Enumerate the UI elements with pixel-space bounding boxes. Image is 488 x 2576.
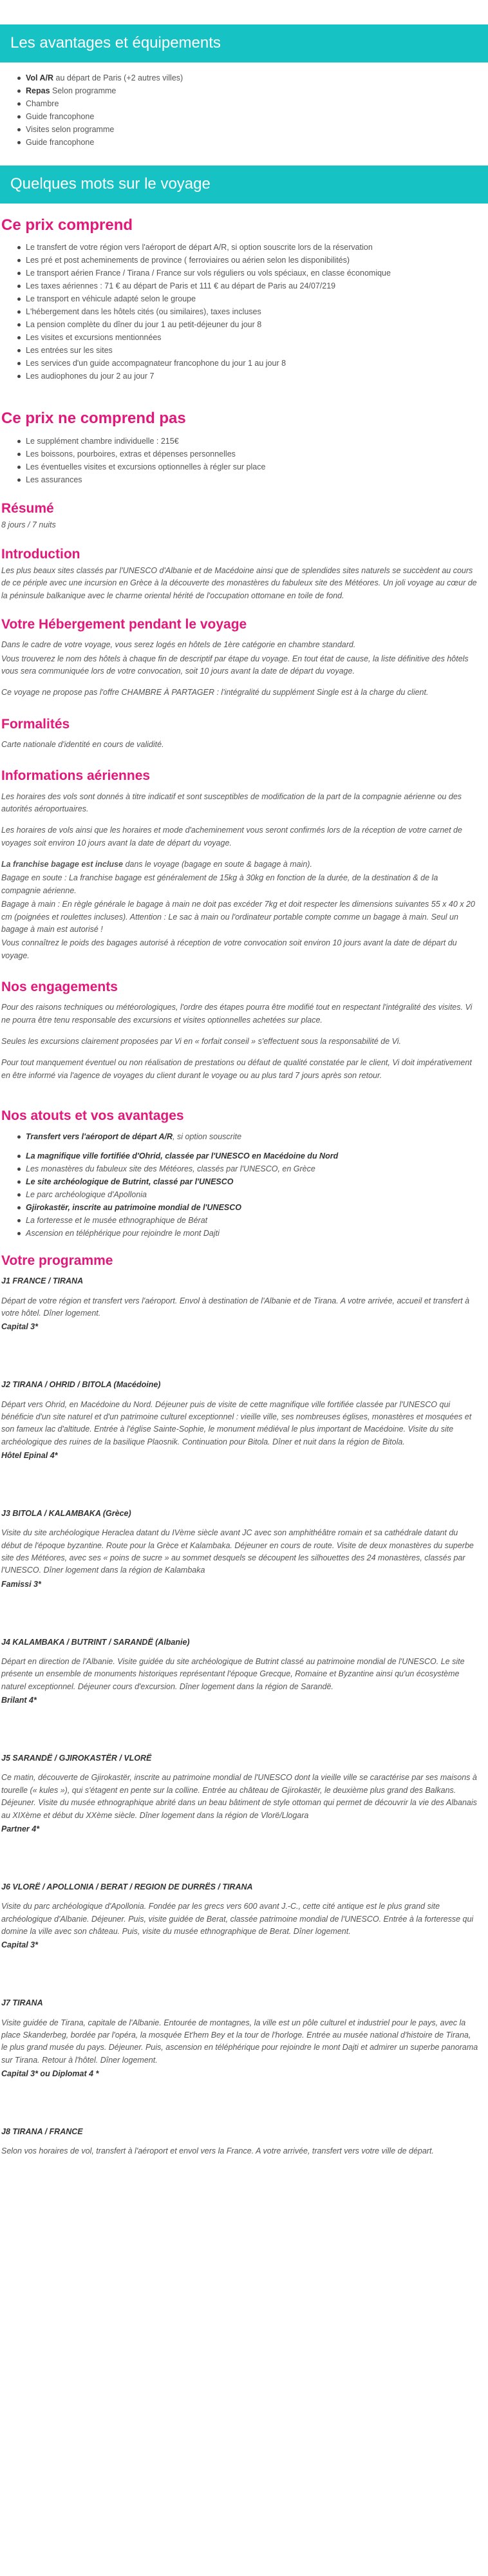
list-item: Les visites et excursions mentionnées — [26, 331, 479, 344]
commitments-text: Seules les excursions clairement proposées par Vi en « forfait conseil » s'effectuent sous la responsabilité de Vi. — [1, 1036, 402, 1046]
list-item: La forteresse et le musée ethnographique de Bérat — [26, 1214, 479, 1227]
strengths-list — [1, 1150, 479, 1240]
list-item: Guide francophone — [26, 110, 479, 123]
day-text: Départ vers Ohrid, en Macédoine du Nord. Déjeuner puis de visite de cette magnifique ville fortifiée classée par l'UNESCO qui bénéficie d'un site naturel et d'un patrimoine culturel exceptionnel : vieille ville, ses nombreuses églises, monastères et mosquées et son fameux lac d'altitude. Entrée à l'église Sainte-Sophie, le monument médiéval le plus important de Macédoine. Visite du site archéologique des ruines de la basilique Plaosnik. Continuation pour Bitola. Dîner et nuit dans la région de Bitola. — [1, 1399, 472, 1446]
day-text: Visite du site archéologique Heraclea datant du IVème siècle avant JC avec son amphithéâtre romain et sa cathédrale datant du début de l'époque byzantine. Route pour la Grèce et Kalambaka. Déjeuner en cours de route. Visite de deux monastères du superbe site des Météores, avec ses « poins de sucre » au sommet desquels se découpent les silhouettes des 24 monastères, classés par l'UNESCO. Dîner logement dans la région de Kalambaka — [1, 1528, 474, 1575]
day-title: J7 TIRANA — [1, 1998, 43, 2008]
day-hotel: Capital 3* — [1, 1322, 38, 1332]
commitments-text: Pour tout manquement éventuel ou non réalisation de prestations ou défaut de qualité constatée par le client, Vi doit impérativement en être informé via l'agence de voyages du client durant le voyage ou au plus tard 7 jours après son retour. — [1, 1058, 472, 1080]
day-title: J1 FRANCE / TIRANA — [1, 1276, 84, 1286]
list-item: Les entrées sur les sites — [26, 344, 479, 357]
day-title: J5 SARANDË / GJIROKASTËR / VLORË — [1, 1754, 152, 1763]
day-block — [1, 1275, 479, 1332]
list-item: Le site archéologique de Butrint, classé par l'UNESCO — [26, 1175, 479, 1188]
heading-summary: Résumé — [1, 501, 54, 516]
day-title: J8 TIRANA / FRANCE — [1, 2127, 83, 2137]
day-block — [1, 1636, 479, 1706]
day-title: J6 VLORË / APOLLONIA / BERAT / REGION DE DURRËS / TIRANA — [1, 1882, 253, 1892]
flight-info-text: Bagage à main : En règle générale le bagage à main ne doit pas excéder 7kg et doit respecter les dimensions suivantes 55 x 40 x 20 cm (poignées et roulettes incluses). Attention : Le sac à main ou l'ordinateur portable compte comme un bagage à main. Seul un bagage à main est autorisé ! — [1, 900, 475, 934]
introduction-text: Les plus beaux sites classés par l'UNESCO d'Albanie et de Macédoine ainsi que de splendides sites naturels se succèdent au cours de ce périple avec une incursion en Grèce à la découverte des monastères du fabuleux site des Météores. Un joli voyage au cœur de la péninsule balkanique avec le charme oriental hérité de l'occupation ottomane en toile de fond. — [1, 565, 477, 600]
list-item: Les taxes aériennes : 71 € au départ de Paris et 111 € au départ de Paris au 24/07/219 — [26, 279, 479, 292]
flight-info-text: Les horaires de vols ainsi que les horaires et mode d'acheminement vous seront confirmés lors de la réception de votre carnet de voyages soit environ 10 jours avant la date de départ du voyage. — [1, 826, 462, 848]
day-text: Ce matin, découverte de Gjirokastër, inscrite au patrimoine mondial de l'UNESCO dont la vieille ville se caractérise par ses maisons à tourelle (« kules »), qui s'étagent en pente sur la colline. Entrée au château de Gjirokastër, le deuxième plus grand des Balkans. Déjeuner. Visite du musée ethnographique abrité dans un beau bâtiment de style ottoman qui permet de découvrir la vie des Albanais au XIXème et début du XXème siècle. Dîner logement dans la région de Vlorë/Llogara — [1, 1773, 477, 1820]
heading-strengths: Nos atouts et vos avantages — [1, 1108, 184, 1124]
flight-info-text: Les horaires des vols sont donnés à titre indicatif et sont susceptibles de modification de la part de la compagnie aérienne ou des autorités aéroportuaires. — [1, 791, 462, 813]
day-text: Départ de votre région et transfert vers l'aéroport. Envol à destination de l'Albanie et de Tirana. A votre arrivée, accueil et transfert à votre hôtel. Dîner logement. — [1, 1296, 470, 1318]
accommodation-text: Ce voyage ne propose pas l'offre CHAMBRE À PARTAGER : l'intégralité du supplément Single est à la charge du client. — [1, 688, 429, 697]
list-item: Les assurances — [26, 473, 479, 486]
price-includes-list — [1, 241, 479, 383]
day-block — [1, 2126, 479, 2158]
list-item: Vol A/R au départ de Paris (+2 autres villes) — [26, 71, 479, 84]
day-block — [1, 1379, 479, 1461]
accommodation-text: Vous trouverez le nom des hôtels à chaque fin de descriptif par étape du voyage. En tout état de cause, la liste définitive des hôtels vous sera communiquée lors de votre convocation, soit 10 jours avant la date de départ du voyage. — [1, 654, 469, 676]
day-title: J3 BITOLA / KALAMBAKA (Grèce) — [1, 1509, 131, 1519]
heading-formalities: Formalités — [1, 716, 70, 732]
commitments-text: Pour des raisons techniques ou météorologiques, l'ordre des étapes pourra être modifié tout en respectant l'intégralité des visites. Vi ne pourra être tenu responsable des excursions et visites optionnelles achetées sur place. — [1, 1003, 473, 1025]
heading-flight-info: Informations aériennes — [1, 768, 151, 784]
heading-programme: Votre programme — [1, 1253, 113, 1269]
section-header-advantages: Les avantages et équipements — [0, 24, 488, 62]
section-header-about-trip: Quelques mots sur le voyage — [0, 166, 488, 204]
day-text: Visite du parc archéologique d'Apollonia. Fondée par les grecs vers 600 avant J.-C., cette cité antique est le plus grand site archéologique d'Albanie. Déjeuner. Puis, visite guidée de Berat, classée patrimoine mondial de l'UNESCO. Entrée à la forteresse qui domine la ville avec son château. Puis, visite du musée ethnographique de Berat. Dîner logement. — [1, 1902, 474, 1936]
list-item: La pension complète du dîner du jour 1 au petit-déjeuner du jour 8 — [26, 318, 479, 331]
accommodation-text: Dans le cadre de votre voyage, vous serez logés en hôtels de 1ère catégorie en chambre standard. — [1, 640, 356, 650]
day-block — [1, 1508, 479, 1590]
list-item: Gjirokastër, inscrite au patrimoine mondial de l'UNESCO — [26, 1201, 479, 1214]
heading-price-includes: Ce prix comprend — [1, 216, 133, 234]
list-item: Visites selon programme — [26, 123, 479, 136]
list-item: Ascension en téléphérique pour rejoindre le mont Dajti — [26, 1227, 479, 1240]
heading-price-excludes: Ce prix ne comprend pas — [1, 410, 186, 428]
day-hotel: Hôtel Epinal 4* — [1, 1451, 58, 1461]
list-item: Les services d'un guide accompagnateur francophone du jour 1 au jour 8 — [26, 357, 479, 370]
list-item: Le parc archéologique d'Apollonia — [26, 1188, 479, 1201]
summary-text: 8 jours / 7 nuits — [1, 520, 56, 530]
day-hotel: Brilant 4* — [1, 1696, 37, 1705]
day-block — [1, 1881, 479, 1951]
day-block — [1, 1997, 479, 2079]
flight-info-text: Bagage en soute : La franchise bagage est généralement de 15kg à 30kg en fonction de la durée, de la destination & de la compagnie aérienne. — [1, 873, 438, 895]
strengths-list — [1, 1130, 479, 1143]
heading-accommodation: Votre Hébergement pendant le voyage — [1, 617, 247, 632]
advantages-list — [1, 71, 479, 149]
flight-info-text: Vous connaîtrez le poids des bagages autorisé à réception de votre convocation soit environ 10 jours avant la date de départ du voyage. — [1, 938, 457, 960]
list-item: Chambre — [26, 97, 479, 110]
flight-info-text: La franchise bagage est incluse dans le voyage (bagage en soute & bagage à main). — [1, 860, 312, 869]
day-hotel: Famissi 3* — [1, 1579, 41, 1589]
day-hotel: Capital 3* ou Diplomat 4 * — [1, 2069, 99, 2079]
day-hotel: Capital 3* — [1, 1940, 38, 1950]
list-item: Transfert vers l'aéroport de départ A/R, si option souscrite — [26, 1130, 479, 1143]
list-item: Les pré et post acheminements de province ( ferroviaires ou aérien selon les disponibilités) — [26, 254, 479, 267]
day-block — [1, 1752, 479, 1835]
formalities-text: Carte nationale d'identité en cours de validité. — [1, 739, 164, 749]
heading-introduction: Introduction — [1, 546, 80, 562]
price-excludes-list — [1, 435, 479, 486]
day-title: J4 KALAMBAKA / BUTRINT / SARANDË (Albanie) — [1, 1637, 190, 1647]
day-title: J2 TIRANA / OHRID / BITOLA (Macédoine) — [1, 1380, 161, 1390]
list-item: Le transfert de votre région vers l'aéroport de départ A/R, si option souscrite lors de la réservation — [26, 241, 479, 254]
day-text: Visite guidée de Tirana, capitale de l'Albanie. Entourée de montagnes, la ville est un pôle culturel et industriel pour le pays, avec la place Skanderbeg, bordée par l'opéra, la mosquée Et'hem Bey et la tour de l'horloge. Entrée au musée national d'histoire de Tirana, le plus grand musée du pays. Déjeuner. Puis, ascension en téléphérique pour rejoindre le mont Dajti et admirer un superbe panorama sur Tirana. Retour à l'hôtel. Dîner logement. — [1, 2018, 478, 2065]
list-item: Le supplément chambre individuelle : 215€ — [26, 435, 479, 448]
day-text: Selon vos horaires de vol, transfert à l'aéroport et envol vers la France. A votre arrivée, transfert vers votre ville de départ. — [1, 2146, 434, 2156]
list-item: Guide francophone — [26, 136, 479, 149]
day-text: Départ en direction de l'Albanie. Visite guidée du site archéologique de Butrint classé au patrimoine mondial de l'UNESCO. Le site présente un ensemble de monuments historiques représentant l'époque Grecque, Romaine et Byzantine ainsi qu'un écosystème naturel exceptionnel. Déjeuner cours d'excursion. Dîner logement dans la région de Sarandë. — [1, 1657, 465, 1691]
list-item: Le transport aérien France / Tirana / France sur vols réguliers ou vols spéciaux, en classe économique — [26, 267, 479, 279]
list-item: Repas Selon programme — [26, 84, 479, 97]
list-item: L'hébergement dans les hôtels cités (ou similaires), taxes incluses — [26, 305, 479, 318]
list-item: Les audiophones du jour 2 au jour 7 — [26, 370, 479, 383]
list-item: Les boissons, pourboires, extras et dépenses personnelles — [26, 448, 479, 460]
list-item: La magnifique ville fortifiée d'Ohrid, classée par l'UNESCO en Macédoine du Nord — [26, 1150, 479, 1162]
day-hotel: Partner 4* — [1, 1824, 40, 1833]
list-item: Les éventuelles visites et excursions optionnelles à régler sur place — [26, 460, 479, 473]
list-item: Le transport en véhicule adapté selon le groupe — [26, 292, 479, 305]
list-item: Les monastères du fabuleux site des Météores, classés par l'UNESCO, en Grèce — [26, 1162, 479, 1175]
heading-commitments: Nos engagements — [1, 980, 118, 994]
